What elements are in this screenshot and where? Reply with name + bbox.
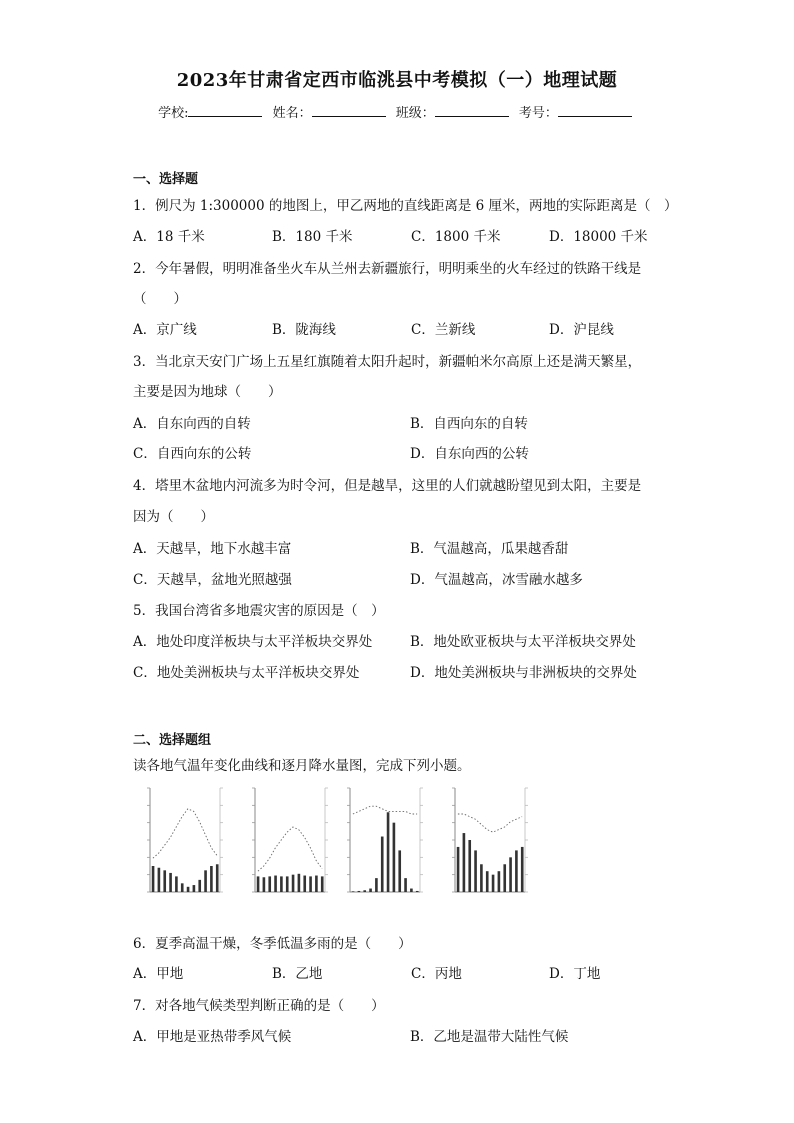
group-intro: 读各地气温年变化曲线和逐月降水量图，完成下列小题。 (133, 758, 471, 774)
precip-bar (152, 866, 155, 892)
precip-bar (398, 850, 401, 892)
precip-bar (198, 880, 201, 892)
question-stem: 5．我国台湾省多地震灾害的原因是（ ） (133, 603, 385, 619)
precip-bar (163, 870, 166, 892)
precip-bar (498, 871, 501, 892)
precip-bar (393, 823, 396, 892)
section-heading: 一、选择题 (133, 172, 199, 187)
precip-bar (216, 864, 219, 892)
option[interactable]: D．自东向西的公转 (410, 446, 529, 462)
precip-bar (315, 876, 318, 892)
precip-bar (457, 847, 460, 892)
temperature-curve (258, 827, 322, 871)
section-heading: 二、选择题组 (133, 733, 212, 748)
question-stem-cont: 主要是因为地球（ ） (133, 384, 282, 400)
option[interactable]: D．气温越高，冰雪融水越多 (410, 572, 583, 588)
option[interactable]: D．18000 千米 (549, 229, 648, 245)
question-stem: 3．当北京天安门广场上五星红旗随着太阳升起时，新疆帕米尔高原上还是满天繁星， (133, 354, 642, 370)
class-label: 班级： (395, 106, 435, 121)
precip-bar (286, 876, 289, 892)
school-field[interactable] (188, 104, 262, 117)
option[interactable]: A．甲地 (133, 966, 184, 982)
option[interactable]: D．丁地 (549, 966, 601, 982)
option[interactable]: B．乙地是温带大陆性气候 (410, 1029, 569, 1045)
option[interactable]: C．兰新线 (411, 322, 476, 338)
question-stem-cont: 因为（ ） (133, 509, 214, 525)
option[interactable]: B．乙地 (272, 966, 323, 982)
temperature-curve (153, 809, 217, 858)
option[interactable]: B．气温越高，瓜果越香甜 (410, 541, 569, 557)
option[interactable]: A．18 千米 (133, 229, 205, 245)
climate-chart-jia (140, 780, 235, 910)
precip-bar (352, 891, 355, 892)
precip-bar (358, 891, 361, 892)
precip-bar (210, 866, 213, 892)
precip-bar (280, 876, 283, 892)
school-label: 学校: (158, 106, 189, 121)
climate-charts (140, 780, 540, 910)
precip-bar (503, 864, 506, 892)
precip-bar (298, 874, 301, 892)
option[interactable]: A．甲地是亚热带季风气候 (133, 1029, 292, 1045)
precip-bar (169, 873, 172, 892)
precip-bar (381, 837, 384, 892)
precip-bar (303, 876, 306, 892)
precip-bar (486, 871, 489, 892)
precip-bar (410, 889, 413, 892)
precip-bar (387, 812, 390, 892)
precip-bar (204, 870, 207, 892)
precip-bar (375, 878, 378, 892)
option[interactable]: A．京广线 (133, 322, 197, 338)
precip-bar (292, 875, 295, 892)
precip-bar (321, 876, 324, 892)
precip-bar (257, 876, 260, 892)
name-label: 姓名： (272, 106, 312, 121)
precip-bar (463, 833, 466, 892)
option[interactable]: A．地处印度洋板块与太平洋板块交界处 (133, 634, 373, 650)
precip-bar (193, 885, 196, 892)
precip-bar (416, 891, 419, 892)
option[interactable]: B．陇海线 (272, 322, 336, 338)
precip-bar (521, 847, 524, 892)
option[interactable]: A．天越旱，地下水越丰富 (133, 541, 292, 557)
question-stem-cont: （ ） (133, 291, 187, 307)
option[interactable]: A．自东向西的自转 (133, 416, 251, 432)
precip-bar (404, 878, 407, 892)
precip-bar (515, 850, 518, 892)
option[interactable]: C．自西向东的公转 (133, 446, 252, 462)
climate-chart-yi (245, 780, 340, 910)
precip-bar (509, 857, 512, 892)
option[interactable]: C．丙地 (411, 966, 462, 982)
option[interactable]: C．1800 千米 (411, 229, 501, 245)
climate-chart-ding (445, 780, 540, 910)
precip-bar (263, 877, 266, 892)
option[interactable]: D．地处美洲板块与非洲板块的交界处 (410, 665, 637, 681)
option[interactable]: B．自西向东的自转 (410, 416, 528, 432)
student-info-line (0, 102, 794, 121)
option[interactable]: B．地处欧亚板块与太平洋板块交界处 (410, 634, 636, 650)
precip-bar (363, 890, 366, 892)
precip-bar (268, 876, 271, 892)
climate-chart-bing (340, 780, 435, 910)
name-field[interactable] (312, 104, 386, 117)
precip-bar (492, 875, 495, 892)
precip-bar (480, 864, 483, 892)
class-field[interactable] (435, 104, 509, 117)
option[interactable]: D．沪昆线 (549, 322, 614, 338)
question-stem: 4．塔里木盆地内河流多为时令河，但是越旱，这里的人们就越盼望见到太阳，主要是 (133, 478, 642, 494)
precip-bar (274, 876, 277, 892)
question-stem: 1．例尺为 1:300000 的地图上，甲乙两地的直线距离是 6 厘米，两地的实际距离是（ ） (133, 198, 678, 214)
page-title: 2023年甘肃省定西市临洮县中考模拟（一）地理试题 (176, 70, 618, 91)
precip-bar (181, 883, 184, 892)
precip-bar (468, 840, 471, 892)
precip-bar (474, 850, 477, 892)
exam-no-field[interactable] (558, 104, 632, 117)
precip-bar (158, 868, 161, 892)
question-stem: 6．夏季高温干燥，冬季低温多雨的是（ ） (133, 936, 412, 952)
precip-bar (369, 889, 372, 892)
temperature-curve (458, 814, 522, 832)
precip-bar (175, 876, 178, 892)
exam-no-label: 考号： (518, 106, 558, 121)
question-stem: 2．今年暑假，明明准备坐火车从兰州去新疆旅行，明明乘坐的火车经过的铁路干线是 (133, 261, 642, 277)
option[interactable]: C．地处美洲板块与太平洋板块交界处 (133, 665, 360, 681)
temperature-curve (353, 806, 417, 814)
precip-bar (309, 876, 312, 892)
question-stem: 7．对各地气候类型判断正确的是（ ） (133, 998, 385, 1014)
option[interactable]: B．180 千米 (272, 229, 353, 245)
precip-bar (187, 887, 190, 892)
option[interactable]: C．天越旱，盆地光照越强 (133, 572, 292, 588)
